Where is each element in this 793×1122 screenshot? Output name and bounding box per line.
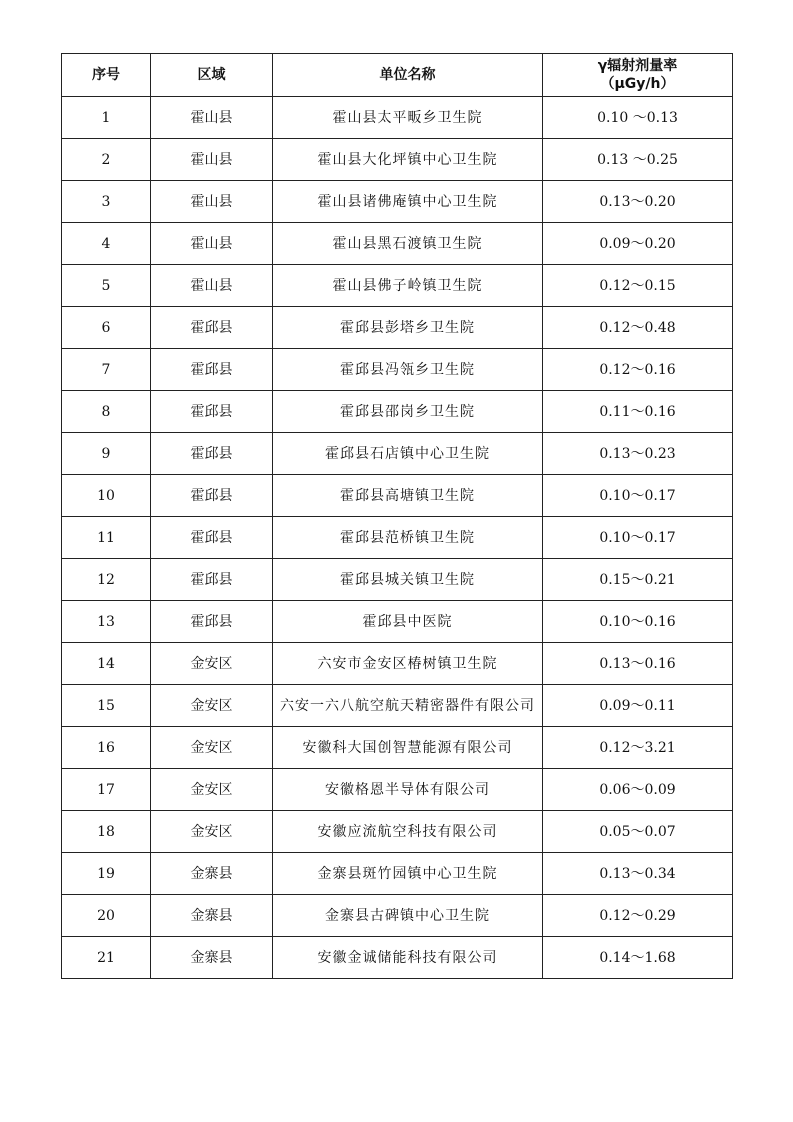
table-row	[62, 517, 733, 559]
cell-rate: 0.11～0.16	[543, 391, 733, 433]
cell-unit: 六安市金安区椿树镇卫生院	[273, 643, 543, 685]
cell-rate: 0.13 ～0.25	[543, 139, 733, 181]
cell-region: 金安区	[151, 685, 273, 727]
table-row	[62, 307, 733, 349]
header-rate	[543, 54, 733, 97]
cell-rate: 0.10～0.17	[543, 517, 733, 559]
cell-no: 1	[62, 97, 151, 139]
table-row	[62, 349, 733, 391]
cell-no: 21	[62, 937, 151, 979]
table-row	[62, 643, 733, 685]
cell-rate: 0.13～0.23	[543, 433, 733, 475]
table-row	[62, 475, 733, 517]
cell-rate: 0.12～0.48	[543, 307, 733, 349]
cell-rate: 0.13～0.34	[543, 853, 733, 895]
cell-region: 金安区	[151, 643, 273, 685]
table-row	[62, 811, 733, 853]
cell-region: 霍邱县	[151, 559, 273, 601]
cell-rate: 0.10～0.17	[543, 475, 733, 517]
cell-rate: 0.15～0.21	[543, 559, 733, 601]
cell-region: 霍邱县	[151, 349, 273, 391]
cell-no: 2	[62, 139, 151, 181]
table-row	[62, 895, 733, 937]
table-row	[62, 139, 733, 181]
table-row	[62, 433, 733, 475]
cell-no: 11	[62, 517, 151, 559]
cell-region: 霍邱县	[151, 517, 273, 559]
cell-no: 13	[62, 601, 151, 643]
table-row	[62, 559, 733, 601]
cell-unit: 霍邱县邵岗乡卫生院	[273, 391, 543, 433]
cell-region: 霍邱县	[151, 307, 273, 349]
table-header-row	[62, 54, 733, 97]
cell-region: 霍邱县	[151, 475, 273, 517]
cell-rate: 0.12～0.16	[543, 349, 733, 391]
table-row	[62, 727, 733, 769]
table-row	[62, 97, 733, 139]
cell-no: 14	[62, 643, 151, 685]
cell-region: 霍山县	[151, 265, 273, 307]
cell-unit: 霍邱县城关镇卫生院	[273, 559, 543, 601]
cell-region: 霍山县	[151, 181, 273, 223]
cell-unit: 霍山县诸佛庵镇中心卫生院	[273, 181, 543, 223]
cell-rate: 0.10～0.16	[543, 601, 733, 643]
cell-region: 金安区	[151, 811, 273, 853]
cell-no: 6	[62, 307, 151, 349]
cell-rate: 0.10 ～0.13	[543, 97, 733, 139]
cell-unit: 霍山县黑石渡镇卫生院	[273, 223, 543, 265]
cell-rate: 0.13～0.16	[543, 643, 733, 685]
radiation-table	[61, 53, 733, 979]
cell-unit: 霍邱县范桥镇卫生院	[273, 517, 543, 559]
cell-unit: 霍山县太平畈乡卫生院	[273, 97, 543, 139]
cell-rate: 0.12～0.15	[543, 265, 733, 307]
cell-unit: 霍邱县彭塔乡卫生院	[273, 307, 543, 349]
cell-no: 17	[62, 769, 151, 811]
cell-unit: 六安一六八航空航天精密器件有限公司	[273, 685, 543, 727]
cell-region: 霍山县	[151, 223, 273, 265]
cell-region: 霍邱县	[151, 601, 273, 643]
cell-region: 霍邱县	[151, 391, 273, 433]
table-row	[62, 937, 733, 979]
cell-no: 8	[62, 391, 151, 433]
cell-no: 12	[62, 559, 151, 601]
cell-unit: 安徽金诚储能科技有限公司	[273, 937, 543, 979]
cell-rate: 0.13～0.20	[543, 181, 733, 223]
cell-rate: 0.09～0.11	[543, 685, 733, 727]
cell-no: 4	[62, 223, 151, 265]
cell-no: 3	[62, 181, 151, 223]
table-row	[62, 769, 733, 811]
cell-rate: 0.12～0.29	[543, 895, 733, 937]
table-row	[62, 391, 733, 433]
cell-no: 15	[62, 685, 151, 727]
cell-no: 18	[62, 811, 151, 853]
cell-rate: 0.09～0.20	[543, 223, 733, 265]
cell-unit: 霍邱县冯瓴乡卫生院	[273, 349, 543, 391]
cell-unit: 金寨县古碑镇中心卫生院	[273, 895, 543, 937]
cell-no: 5	[62, 265, 151, 307]
cell-rate: 0.12～3.21	[543, 727, 733, 769]
cell-region: 霍山县	[151, 139, 273, 181]
cell-no: 9	[62, 433, 151, 475]
table-row	[62, 181, 733, 223]
header-rate-line2: （μGy/h）	[600, 76, 675, 92]
cell-no: 19	[62, 853, 151, 895]
cell-region: 金寨县	[151, 853, 273, 895]
table-row	[62, 265, 733, 307]
cell-rate: 0.05～0.07	[543, 811, 733, 853]
cell-region: 金寨县	[151, 937, 273, 979]
cell-unit: 金寨县斑竹园镇中心卫生院	[273, 853, 543, 895]
header-rate-line1: γ辐射剂量率	[597, 58, 678, 74]
header-region: 区域	[151, 54, 273, 97]
cell-no: 7	[62, 349, 151, 391]
table-row	[62, 685, 733, 727]
table-row	[62, 853, 733, 895]
cell-region: 金寨县	[151, 895, 273, 937]
header-unit: 单位名称	[273, 54, 543, 97]
table-body	[62, 97, 733, 979]
table-row	[62, 223, 733, 265]
cell-unit: 霍山县佛子岭镇卫生院	[273, 265, 543, 307]
cell-region: 霍邱县	[151, 433, 273, 475]
cell-unit: 安徽科大国创智慧能源有限公司	[273, 727, 543, 769]
cell-unit: 霍邱县高塘镇卫生院	[273, 475, 543, 517]
cell-rate: 0.06～0.09	[543, 769, 733, 811]
cell-unit: 霍邱县中医院	[273, 601, 543, 643]
cell-no: 20	[62, 895, 151, 937]
cell-unit: 霍邱县石店镇中心卫生院	[273, 433, 543, 475]
header-no: 序号	[62, 54, 151, 97]
cell-no: 16	[62, 727, 151, 769]
cell-rate: 0.14～1.68	[543, 937, 733, 979]
table-row	[62, 601, 733, 643]
cell-region: 金安区	[151, 727, 273, 769]
cell-region: 霍山县	[151, 97, 273, 139]
cell-no: 10	[62, 475, 151, 517]
cell-unit: 安徽应流航空科技有限公司	[273, 811, 543, 853]
cell-unit: 安徽格恩半导体有限公司	[273, 769, 543, 811]
cell-region: 金安区	[151, 769, 273, 811]
cell-unit: 霍山县大化坪镇中心卫生院	[273, 139, 543, 181]
